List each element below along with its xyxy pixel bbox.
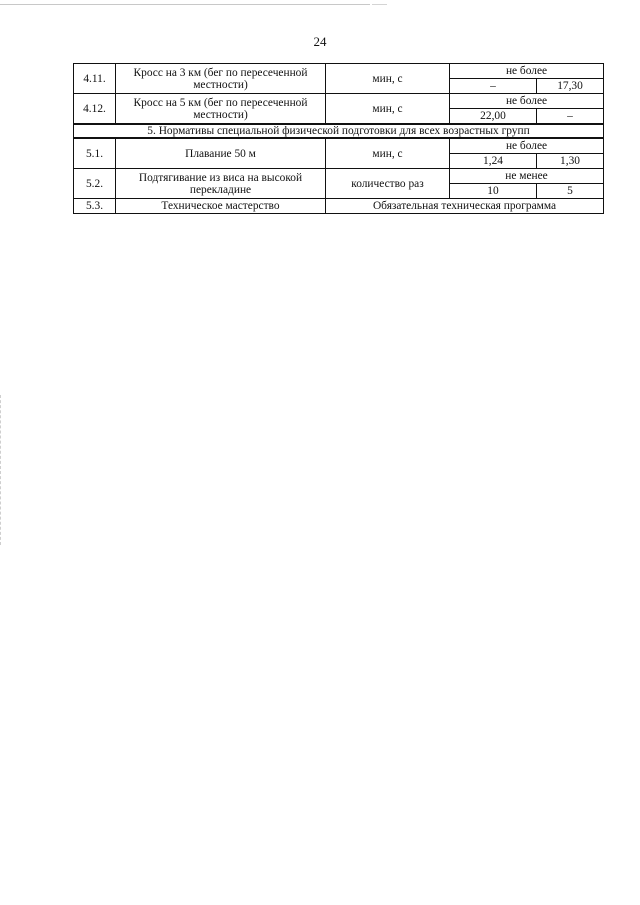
requirement-cell: Обязательная техническая программа [326, 199, 604, 214]
exercise-name: Подтягивание из виса на высокой перекладине [116, 169, 326, 199]
value-cell: 1,30 [537, 154, 604, 169]
table-row-5-1 [74, 138, 604, 154]
condition-cell: не более [450, 138, 604, 154]
row-number: 5.3. [74, 199, 116, 214]
table-row-5-3 [74, 199, 604, 214]
section-title: 5. Нормативы специальной физической подготовки для всех возрастных групп [74, 124, 604, 138]
exercise-name: Плавание 50 м [116, 138, 326, 169]
value-cell: 1,24 [450, 154, 537, 169]
condition-cell: не более [450, 94, 604, 109]
standards-table [73, 63, 604, 214]
value-cell: – [537, 109, 604, 125]
value-cell: 10 [450, 184, 537, 199]
condition-cell: не более [450, 64, 604, 79]
top-scan-edge-fragment [372, 4, 387, 5]
unit-cell: мин, с [326, 138, 450, 169]
table-row-4-11 [74, 64, 604, 79]
unit-cell: мин, с [326, 94, 450, 125]
table-row-4-12 [74, 94, 604, 109]
exercise-name: Кросс на 3 км (бег по пересеченной местности) [116, 64, 326, 94]
section-header-row [74, 124, 604, 138]
top-scan-edge [0, 4, 370, 5]
row-number: 5.1. [74, 138, 116, 169]
unit-cell: количество раз [326, 169, 450, 199]
unit-cell: мин, с [326, 64, 450, 94]
exercise-name: Кросс на 5 км (бег по пересеченной местности) [116, 94, 326, 125]
row-number: 4.11. [74, 64, 116, 94]
row-number: 4.12. [74, 94, 116, 125]
value-cell: 17,30 [537, 79, 604, 94]
row-number: 5.2. [74, 169, 116, 199]
exercise-name: Техническое мастерство [116, 199, 326, 214]
table-row-5-2 [74, 169, 604, 184]
page-number: 24 [313, 34, 327, 49]
value-cell: 22,00 [450, 109, 537, 125]
condition-cell: не менее [450, 169, 604, 184]
value-cell: 5 [537, 184, 604, 199]
left-margin-scan-marks [0, 395, 4, 545]
value-cell: – [450, 79, 537, 94]
